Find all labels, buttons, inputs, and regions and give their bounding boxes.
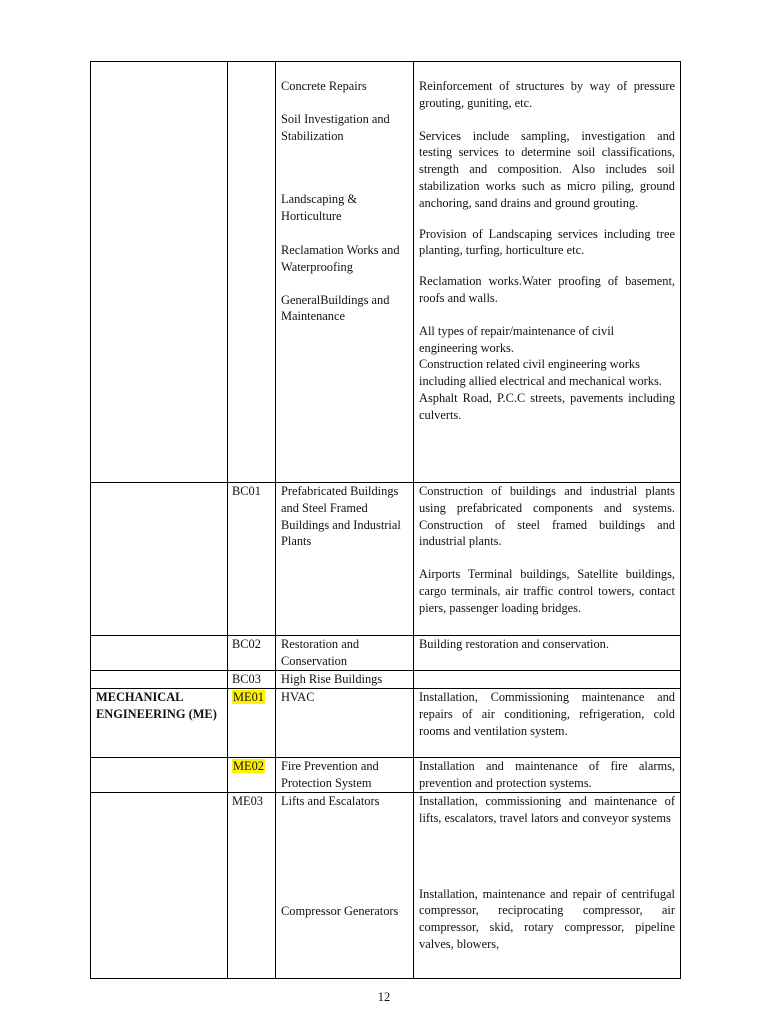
code-cell	[228, 671, 276, 689]
service-name: Soil Investigation and Stabilization	[281, 111, 390, 143]
service-name: HVAC	[281, 690, 315, 704]
code-cell	[228, 483, 276, 636]
description-cell	[414, 758, 681, 793]
service-code: BC03	[232, 672, 261, 686]
table-row	[91, 689, 681, 758]
table-row	[91, 636, 681, 671]
description-cell	[414, 793, 681, 979]
service-cell	[276, 689, 414, 758]
service-cell	[276, 758, 414, 793]
service-name: High Rise Buildings	[281, 672, 383, 686]
description-text: Installation, commissioning and maintenance of lifts, escalators, travel lators and conveyor systems	[419, 794, 675, 825]
service-code: BC02	[232, 637, 261, 651]
description-text: Services include sampling, investigation and testing services to determine soil classifications, strength and composition. Also includes soil stabilization works such as micro piling, ground anchoring, sand drains and ground grouting.	[419, 128, 675, 210]
description-cell	[414, 671, 681, 689]
page-number: 12	[377, 990, 391, 1004]
service-name: Concrete Repairs	[281, 79, 367, 93]
description-text: Reinforcement of structures by way of pressure grouting, guniting, etc.	[419, 79, 675, 110]
code-cell	[228, 758, 276, 793]
description-cell	[414, 689, 681, 758]
category-cell	[91, 689, 228, 758]
category-cell	[91, 758, 228, 793]
code-cell	[228, 793, 276, 979]
service-name: Reclamation Works and Waterproofing	[281, 242, 400, 274]
service-name: Landscaping & Horticulture	[281, 192, 358, 224]
service-code-highlighted: ME01	[233, 690, 264, 704]
services-table	[90, 61, 681, 979]
service-code-highlighted: ME02	[233, 759, 264, 773]
service-name: Fire Prevention and Protection System	[281, 759, 379, 790]
description-text: Provision of Landscaping services including tree planting, turfing, horticulture etc.	[419, 226, 675, 258]
service-name: Lifts and Escalators	[281, 794, 380, 808]
code-cell	[228, 636, 276, 671]
service-cell	[276, 671, 414, 689]
description-text: Airports Terminal buildings, Satellite buildings, cargo terminals, air traffic control towers, contact piers, passenger loading bridges.	[419, 567, 675, 615]
service-name: Restoration and Conservation	[281, 637, 360, 668]
service-name: GeneralBuildings and Maintenance	[281, 292, 390, 324]
description-text: Installation and maintenance of fire alarms, prevention and protection systems.	[419, 759, 675, 790]
description-text: Reclamation works.Water proofing of basement, roofs and walls.	[419, 274, 675, 305]
category-cell	[91, 671, 228, 689]
table-row	[91, 671, 681, 689]
service-name: Prefabricated Buildings and Steel Framed Buildings and Industrial Plants	[281, 484, 401, 549]
description-cell	[414, 483, 681, 636]
description-text: Construction of buildings and industrial plants using prefabricated components and systems. Construction of steel framed buildings and industrial plants.	[419, 484, 675, 549]
description-cell	[414, 636, 681, 671]
service-cell	[276, 793, 414, 979]
code-cell	[228, 62, 276, 483]
service-cell	[276, 483, 414, 636]
service-code: ME03	[232, 794, 263, 808]
description-cell	[414, 62, 681, 483]
description-text: Installation, maintenance and repair of centrifugal compressor, reciprocating compressor, air compressor, skid, rotary compressor, pipeline valves, blowers,	[419, 886, 675, 951]
table-row	[91, 793, 681, 979]
description-text: Construction related civil engineering works including allied electrical and mechanical works.	[419, 357, 662, 389]
service-name: Compressor Generators	[281, 903, 399, 918]
category-cell	[91, 793, 228, 979]
table-row	[91, 758, 681, 793]
category-cell	[91, 636, 228, 671]
description-text: Asphalt Road, P.C.C streets, pavements including culverts.	[419, 390, 675, 422]
table-row	[91, 62, 681, 483]
service-cell	[276, 62, 414, 483]
service-code: BC01	[232, 484, 261, 498]
code-cell	[228, 689, 276, 758]
category-cell	[91, 62, 228, 483]
description-text: Installation, Commissioning maintenance and repairs of air conditioning, refrigeration, cold rooms and ventilation system.	[419, 690, 675, 738]
description-text: Building restoration and conservation.	[419, 637, 609, 651]
category-label: MECHANICAL ENGINEERING (ME)	[96, 690, 217, 721]
service-cell	[276, 636, 414, 671]
description-text: All types of repair/maintenance of civil engineering works.	[419, 323, 615, 355]
table-row	[91, 483, 681, 636]
category-cell	[91, 483, 228, 636]
